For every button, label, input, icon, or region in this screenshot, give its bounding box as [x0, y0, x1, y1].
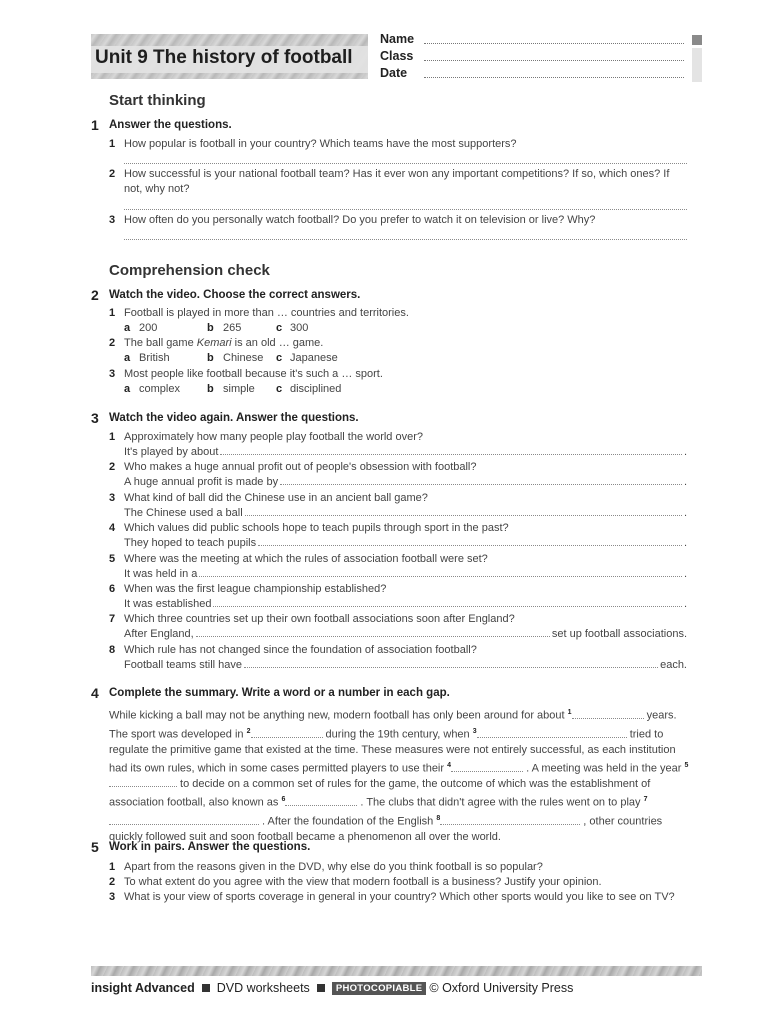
option-a[interactable]: a 200 [124, 322, 158, 334]
name-label: Name [380, 32, 415, 46]
question-text: Apart from the reasons given in the DVD, why else do you think football is so popular? [124, 861, 543, 873]
gap-6[interactable] [285, 797, 357, 806]
answer-suffix: . [683, 507, 687, 519]
page-title: Unit 9 The history of football [95, 47, 353, 68]
answer-suffix: . [683, 598, 687, 610]
answer-line[interactable] [124, 163, 687, 164]
footer-series: DVD worksheets [216, 981, 310, 995]
exercise-instruction: Complete the summary. Write a word or a number in each gap. [109, 687, 450, 699]
answer-line[interactable] [124, 239, 687, 240]
answer-gap[interactable] [196, 636, 550, 637]
question-number: 7 [109, 613, 116, 625]
question-text: Which values did public schools hope to teach pupils through sport in the past? [124, 522, 509, 534]
question-number: 2 [109, 168, 116, 180]
footer-band [91, 966, 702, 976]
answer-row [124, 568, 687, 580]
answer-line[interactable] [124, 209, 687, 210]
answer-gap[interactable] [245, 515, 682, 516]
footer-copyright: © Oxford University Press [429, 981, 574, 995]
question-text: Most people like football because it's such a … sport. [124, 368, 383, 380]
question-text: What is your view of sports coverage in general in your country? Which other sports would you like to see on TV? [124, 891, 675, 903]
question-text: The ball game Kemari is an old … game. [124, 337, 324, 349]
section-heading-start-thinking: Start thinking [109, 92, 206, 109]
exercise-instruction: Work in pairs. Answer the questions. [109, 841, 311, 853]
exercise-number: 2 [91, 287, 99, 303]
exercise-number: 3 [91, 410, 99, 426]
exercise-number: 4 [91, 685, 99, 701]
answer-gap[interactable] [220, 454, 681, 455]
answer-suffix: . [683, 568, 687, 580]
option-a[interactable]: a British [124, 352, 170, 364]
exercise-number: 5 [91, 839, 99, 855]
question-number: 5 [109, 553, 116, 565]
footer [91, 981, 573, 995]
question-text: How often do you personally watch football? Do you prefer to watch it on television or live? Why? [124, 214, 596, 226]
answer-gap[interactable] [213, 606, 682, 607]
gap-3[interactable] [477, 729, 627, 738]
question-text: Football is played in more than … countries and territories. [124, 307, 409, 319]
answer-prompt: It's played by about [124, 446, 219, 458]
section-heading-comprehension: Comprehension check [109, 262, 270, 279]
question-number: 8 [109, 644, 116, 656]
exercise-instruction: Watch the video again. Answer the questions. [109, 412, 359, 424]
question-number: 3 [109, 891, 116, 903]
exercise-instruction: Answer the questions. [109, 119, 232, 131]
question-text: Which three countries set up their own football associations soon after England? [124, 613, 515, 625]
class-label: Class [380, 49, 414, 63]
answer-prompt: It was established [124, 598, 212, 610]
question-number: 2 [109, 337, 116, 349]
bullet-square-icon [317, 984, 325, 992]
answer-row [124, 598, 687, 610]
question-text: How popular is football in your country? Which teams have the most supporters? [124, 138, 517, 150]
option-c[interactable]: c disciplined [276, 383, 342, 395]
exercise-number: 1 [91, 117, 99, 133]
exercise-instruction: Watch the video. Choose the correct answers. [109, 289, 361, 301]
question-number: 4 [109, 522, 116, 534]
answer-row [124, 659, 687, 671]
date-field[interactable] [424, 77, 684, 78]
answer-prompt: It was held in a [124, 568, 198, 580]
answer-suffix: . [683, 476, 687, 488]
answer-row [124, 507, 687, 519]
answer-gap[interactable] [199, 576, 682, 577]
footer-brand: insight Advanced [91, 981, 195, 995]
gap-8[interactable] [440, 816, 580, 825]
question-number: 1 [109, 307, 116, 319]
question-text: To what extent do you agree with the view that modern football is a business? Justify your opinion. [124, 876, 602, 888]
question-text: Who makes a huge annual profit out of people's obsession with football? [124, 461, 477, 473]
question-text: What kind of ball did the Chinese use in an ancient ball game? [124, 492, 428, 504]
answer-suffix: each. [660, 659, 687, 671]
answer-prompt: A huge annual profit is made by [124, 476, 279, 488]
gap-7[interactable] [109, 816, 259, 825]
answer-suffix: set up football associations. [551, 628, 687, 640]
answer-row [124, 537, 687, 549]
question-number: 2 [109, 876, 116, 888]
name-field[interactable] [424, 43, 684, 44]
answer-prompt: After England, [124, 628, 194, 640]
option-b[interactable]: b simple [207, 383, 255, 395]
option-c[interactable]: c 300 [276, 322, 309, 334]
class-field[interactable] [424, 60, 684, 61]
side-band [692, 48, 702, 82]
question-number: 1 [109, 138, 116, 150]
question-number: 2 [109, 461, 116, 473]
answer-prompt: The Chinese used a ball [124, 507, 243, 519]
photocopiable-badge: PHOTOCOPIABLE [332, 982, 427, 995]
answer-gap[interactable] [244, 667, 658, 668]
option-b[interactable]: b 265 [207, 322, 242, 334]
question-number: 1 [109, 861, 116, 873]
answer-gap[interactable] [280, 484, 682, 485]
option-c[interactable]: c Japanese [276, 352, 338, 364]
question-number: 3 [109, 368, 116, 380]
gap-4[interactable] [451, 763, 523, 772]
question-number: 3 [109, 492, 116, 504]
question-number: 1 [109, 431, 116, 443]
answer-row [124, 446, 687, 458]
answer-row [124, 628, 687, 640]
summary-paragraph: While kicking a ball may not be anything new, modern football has only been around for about $^1$ years. The sport was developed in $^2$ during the 19th century, when $^3$ tried to regulate the primitive game that existed at the time. These measures were not entirely successful, as each institution had its own rules, which in some cases permitted players to use their $^4$ . A meeting was held in the year $^5$ to decide on a common set of rules for the game, the outcome of which was the establishment of association football, also known as $^6$ . The clubs that didn't agree with the rules went on to play $^7$ . After the foundation of the English $^8$ , other countries quickly followed suit and soon football became a phenomenon all over the world. [109, 709, 689, 843]
answer-row [124, 476, 687, 488]
question-text: Approximately how many people play football the world over? [124, 431, 423, 443]
answer-prompt: Football teams still have [124, 659, 242, 671]
option-b[interactable]: b Chinese [207, 352, 264, 364]
question-text: Which rule has not changed since the foundation of association football? [124, 644, 477, 656]
answer-gap[interactable] [258, 545, 682, 546]
corner-marker [692, 35, 702, 45]
answer-prompt: They hoped to teach pupils [124, 537, 257, 549]
gap-2[interactable] [251, 729, 323, 738]
question-text: Where was the meeting at which the rules of association football were set? [124, 553, 488, 565]
question-text: How successful is your national football team? Has it ever won any important competitions? If so, which ones? If not, why not? [124, 168, 670, 195]
date-label: Date [380, 66, 408, 80]
option-a[interactable]: a complex [124, 383, 180, 395]
gap-1[interactable] [572, 710, 644, 719]
answer-suffix: . [683, 446, 687, 458]
question-number: 6 [109, 583, 116, 595]
gap-5[interactable] [109, 778, 177, 787]
bullet-square-icon [202, 984, 210, 992]
question-number: 3 [109, 214, 116, 226]
question-text: When was the first league championship established? [124, 583, 387, 595]
answer-suffix: . [683, 537, 687, 549]
